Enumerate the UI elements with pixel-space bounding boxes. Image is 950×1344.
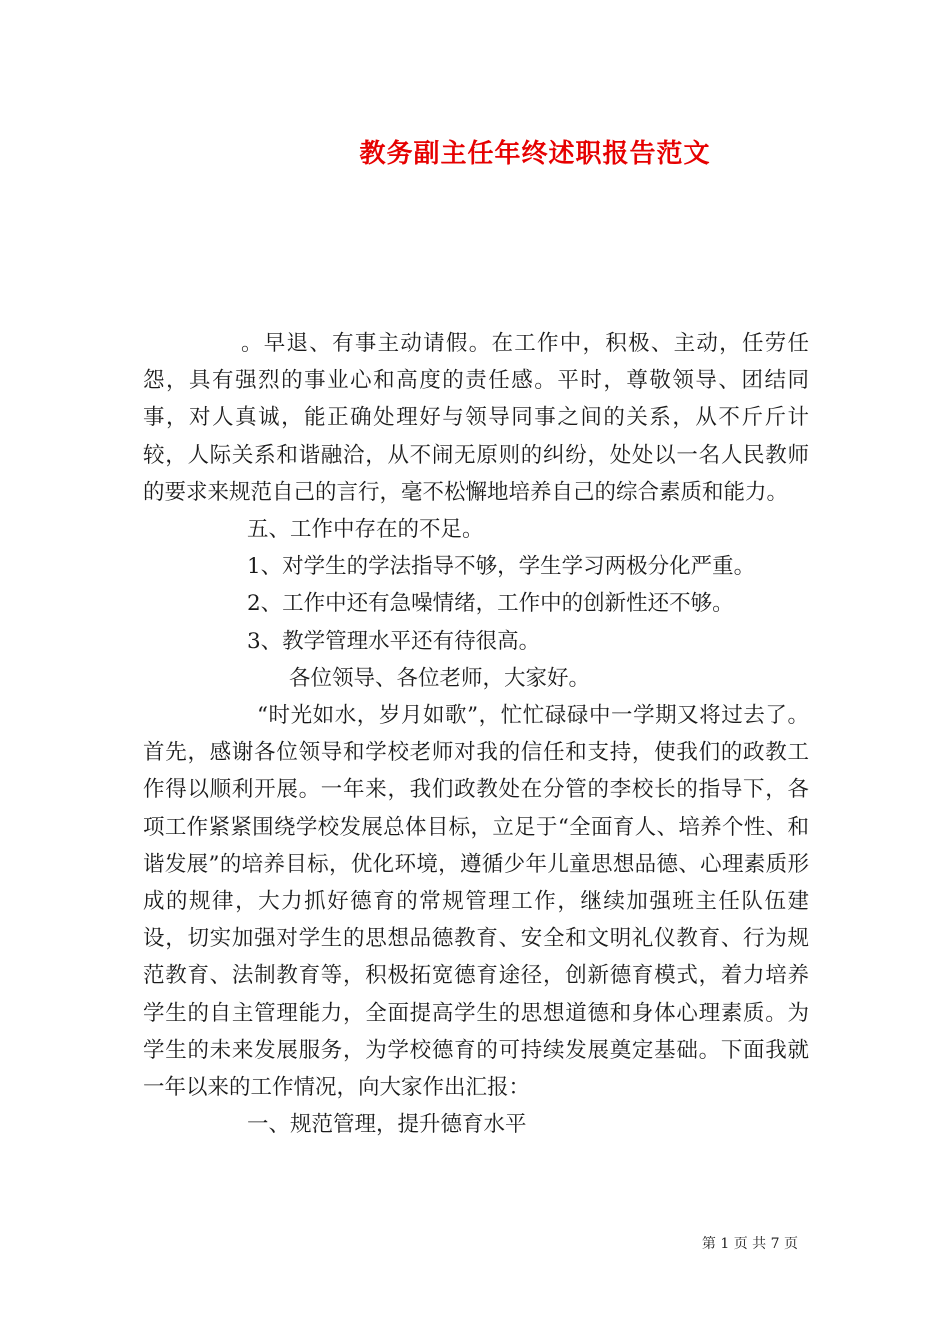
- paragraph-4: 2、工作中还有急噪情绪，工作中的创新性还不够。: [247, 591, 734, 617]
- paragraph-6: 各位领导、各位老师，大家好。: [289, 665, 591, 691]
- paragraph-7: “时光如水，岁月如歌”，忙忙碌碌中一学期又将过去了。首先，感谢各位领导和学校老师对我的信任和支持，使我们的政教工作得以顺利开展。一年来，我们政教处在分管的李校长的指导下，各项工作紧紧围绕学校发展总体目标，立足于“全面育人、培养个性、和谐发展”的培养目标，优化环境，遵循少年儿童思想品德、心理素质形成的规律，大力抓好德育的常规管理工作，继续加强班主任队伍建设，切实加强对学生的思想品德教育、安全和文明礼仪教育、行为规范教育、法制教育等，积极拓宽德育途径，创新德育模式，着力培养学生的自主管理能力，全面提高学生的思想道德和身体心理素质。为学生的未来发展服务，为学校德育的可持续发展奠定基础。下面我就一年以来的工作情况，向大家作出汇报：: [143, 703, 809, 1101]
- paragraph-1: 。早退、有事主动请假。在工作中，积极、主动，任劳任怨，具有强烈的事业心和高度的责任感。平时，尊敬领导、团结同事，对人真诚，能正确处理好与领导同事之间的关系，从不斤斤计较，人际关系和谐融洽，从不闹无原则的纠纷，处处以一名人民教师的要求来规范自己的言行，毫不松懈地培养自己的综合素质和能力。: [143, 331, 809, 505]
- document-title: 教务副主任年终述职报告范文: [359, 139, 711, 169]
- document-body: [143, 325, 809, 1143]
- paragraph-5: 3、教学管理水平还有待很高。: [247, 628, 541, 654]
- paragraph-8: 一、规范管理，提升德育水平: [247, 1112, 527, 1138]
- paragraph-2: 五、工作中存在的不足。: [247, 517, 484, 543]
- page-footer: 第 1 页 共 7 页: [701, 1236, 798, 1252]
- paragraph-3: 1、对学生的学法指导不够，学生学习两极分化严重。: [247, 554, 756, 580]
